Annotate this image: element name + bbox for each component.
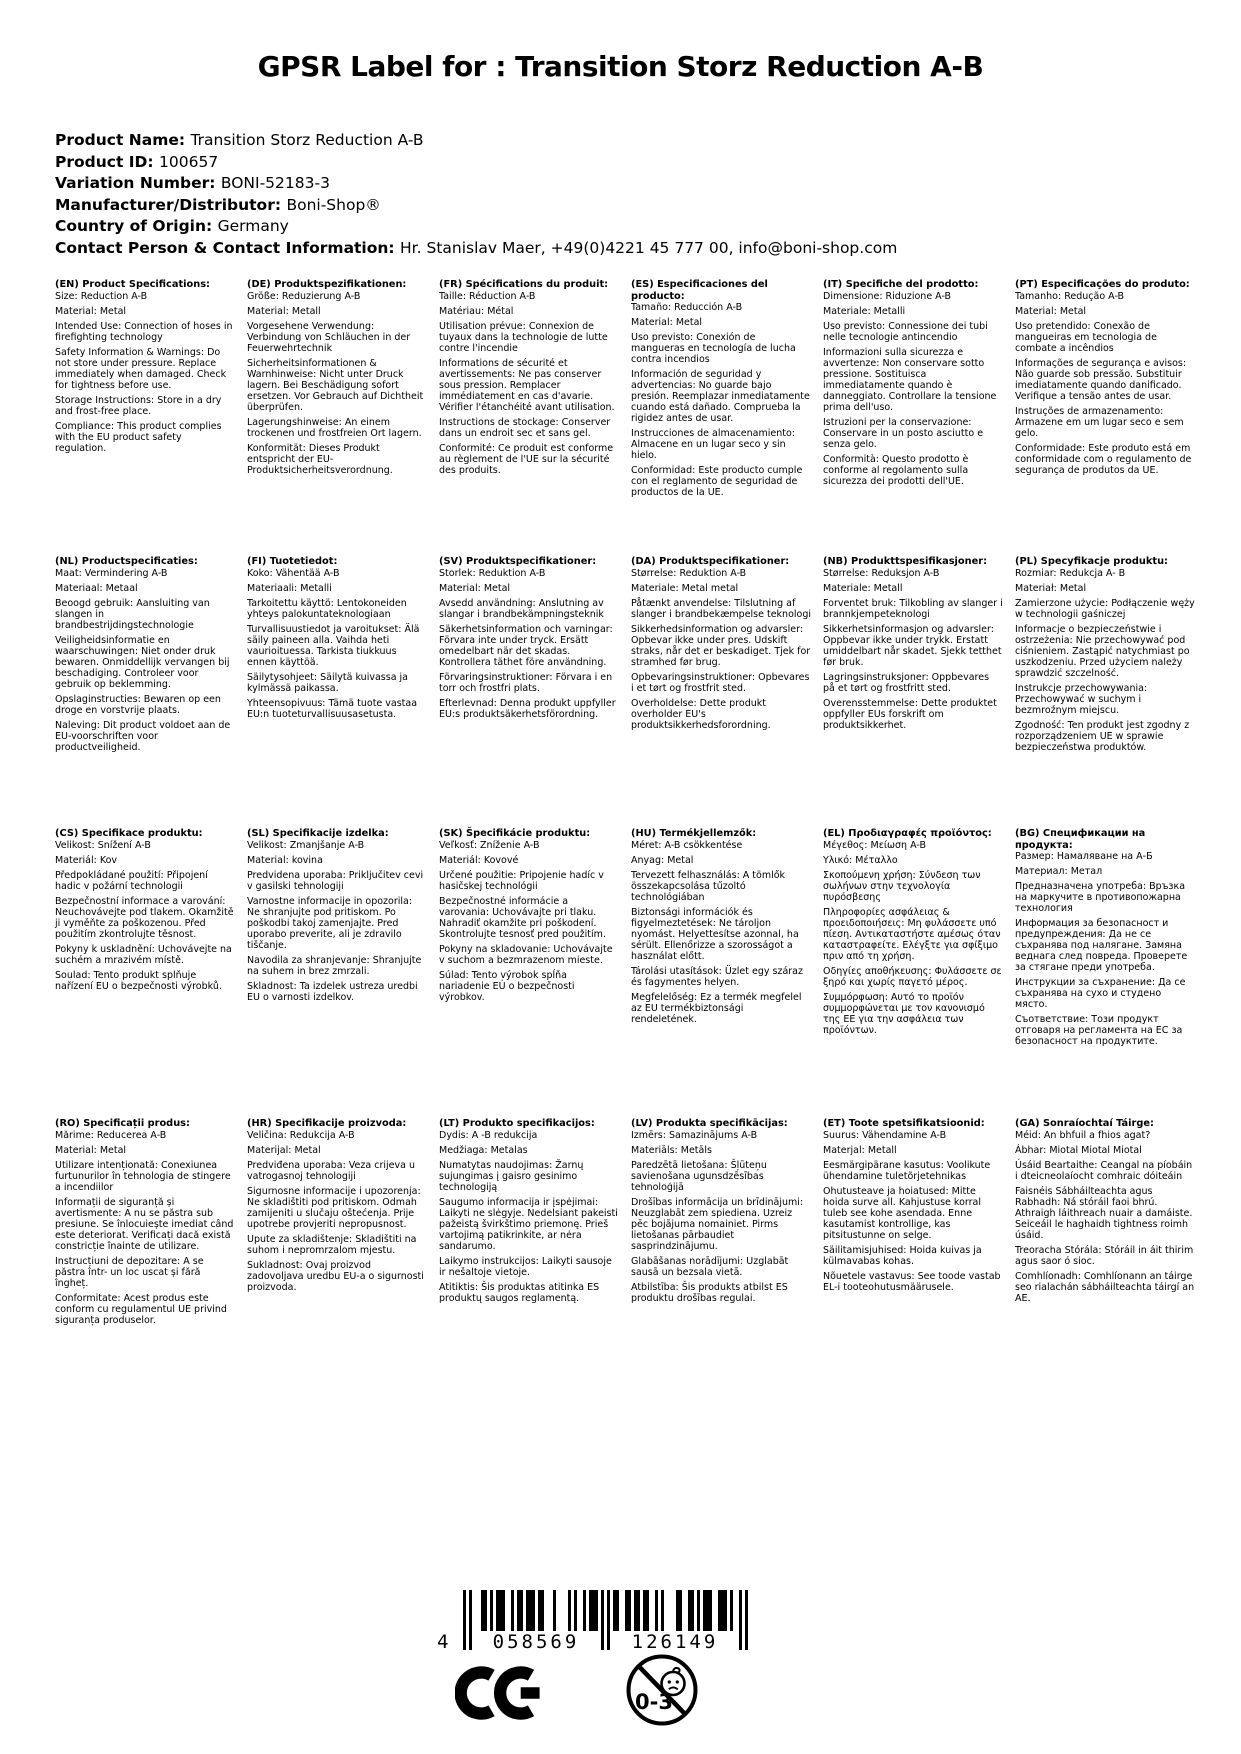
language-block-pt <box>1015 279 1195 556</box>
language-block-sv <box>439 556 619 828</box>
language-block-hr <box>247 1118 427 1378</box>
spec-paragraph: Informazioni sulla sicurezza e avvertenze: Non conservare sotto pressione. Sostituisca immediatamente quando è danneggiato. Controllare la tensione prima dell'uso. <box>823 346 997 413</box>
spec-paragraph: Veiligheidsinformatie en waarschuwingen: Niet onder druk bewaren. Onmiddellijk vervangen bij beschadiging. Controleer voor gebruik op beklemming. <box>55 634 230 690</box>
spec-paragraph: Conformità: Questo prodotto è conforme al regolamento sulla sicurezza dei prodotti dell'UE. <box>823 453 969 487</box>
language-block-ga <box>1015 1118 1195 1378</box>
spec-paragraph: Информация за безопасност и предупреждения: Да не се съхранява под налягане. Замяна веднага след повреда. Проверете за стягане преди употреба. <box>1015 918 1188 973</box>
spec-paragraph: Tarkoitettu käyttö: Lentokoneiden yhteys palokuntateknologiaan <box>247 597 407 620</box>
spec-paragraph: Lagringsinstruksjoner: Oppbevares på et tørt og frostfritt sted. <box>823 671 990 694</box>
language-block-title: (HR) Specifikacije proizvoda: <box>247 1118 407 1129</box>
spec-paragraph: Paredzētā lietošana: Šļūteņu savienošana ugunsdzēsības tehnoloģijā <box>631 1159 767 1193</box>
spec-paragraph: Uso pretendido: Conexão de mangueiras em tecnologia de combate a incêndios <box>1015 320 1157 354</box>
spec-paragraph: Sikkerhedsinformation og advarsler: Opbevar ikke under pres. Udskift straks, når det er beskadiget. Tjek for stramhed før brug. <box>631 623 811 668</box>
spec-paragraph: Größe: Reduzierung A-B <box>247 290 361 302</box>
spec-paragraph: Conformidad: Este producto cumple con el reglamento de seguridad de productos de la UE. <box>631 465 803 498</box>
spec-paragraph: Soulad: Tento produkt splňuje nařízení EU o bezpečnosti výrobků. <box>55 969 222 992</box>
spec-paragraph: Materiale: Metall <box>823 582 903 594</box>
language-block-bg <box>1015 828 1195 1118</box>
language-block-fi <box>247 556 427 828</box>
age-warning-0-3-icon <box>624 1652 700 1728</box>
spec-paragraph: Инструкции за съхранение: Да се съхранява на сухо и студено място. <box>1015 977 1186 1010</box>
barcode-digits-left: 058569 <box>473 1631 599 1653</box>
spec-paragraph: Velikost: Zmanjšanje A-B <box>247 839 365 851</box>
product-field <box>55 130 1155 152</box>
spec-paragraph: Tárolási utasítások: Üzlet egy száraz és fagymentes helyen. <box>631 965 803 988</box>
spec-paragraph: Información de seguridad y advertencias: No guarde bajo presión. Reemplazar inmediatamente cuando está dañado. Comprueba la rigidez antes de usar. <box>631 369 810 424</box>
spec-paragraph: Material: Metal <box>1015 305 1087 317</box>
language-block-title: (SV) Produktspecifikationer: <box>439 556 597 567</box>
spec-paragraph: Tamaño: Reducción A-B <box>631 302 743 313</box>
spec-paragraph: Instrucciones de almacenamiento: Almacene en un lugar seco y sin hielo. <box>631 428 795 461</box>
spec-paragraph: Předpokládané použití: Připojení hadic v požární technologii <box>55 869 208 892</box>
spec-paragraph: Dimensione: Riduzione A-B <box>823 290 952 302</box>
spec-paragraph: Materiale: Metal metal <box>631 582 739 594</box>
spec-paragraph: Tervezett felhasználás: A tömlők összekapcsolása tűzoltó technológiában <box>631 869 786 903</box>
language-block-title: (FR) Spécifications du produit: <box>439 279 609 290</box>
spec-paragraph: Utilizare intenționată: Conexiunea furtunurilor în tehnologia de stingere a incendiilor <box>55 1159 231 1193</box>
spec-paragraph: Overensstemmelse: Dette produktet oppfyller EUs forskrift om produktsikkerhet. <box>823 697 997 731</box>
product-field <box>55 152 1155 174</box>
language-block-title: (EL) Προδιαγραφές προϊόντος: <box>823 828 992 839</box>
language-block-title: (EN) Product Specifications: <box>55 279 210 290</box>
spec-paragraph: Veličina: Redukcija A-B <box>247 1129 355 1141</box>
spec-paragraph: Säilitamisjuhised: Hoida kuivas ja külmavabas kohas. <box>823 1244 982 1267</box>
product-field-label: Country of Origin: <box>55 217 218 235</box>
product-field <box>55 216 1155 238</box>
spec-paragraph: Anyag: Metal <box>631 854 694 866</box>
product-field-value: BONI-52183-3 <box>220 174 330 192</box>
spec-paragraph: Určené použitie: Pripojenie hadíc v hasičskej technológii <box>439 869 604 892</box>
spec-paragraph: Lagerungshinweise: An einem trockenen und frostfreien Ort lagern. <box>247 416 422 439</box>
barcode-digits-right: 126149 <box>612 1631 738 1653</box>
spec-paragraph: Izmērs: Samazinājums A-B <box>631 1129 758 1141</box>
spec-paragraph: Faisnéis Sábháilteachta agus Rabhadh: Ná stóráil faoi bhrú. Athraigh láithreach nuair a damáiste. Seiceáil le haghaidh tightness roimh úsáid. <box>1015 1185 1193 1241</box>
spec-paragraph: Zgodność: Ten produkt jest zgodny z rozporządzeniem UE w sprawie bezpieczeństwa produktów. <box>1015 719 1190 753</box>
language-block-title: (BG) Спецификации на продукта: <box>1015 828 1146 851</box>
barcode-digit-prefix: 4 <box>437 1631 449 1653</box>
spec-paragraph: Instruções de armazenamento: Armazene em um lugar seco e sem gelo. <box>1015 405 1184 439</box>
spec-paragraph: Yhteensopivuus: Tämä tuote vastaa EU:n tuoteturvallisuusasetusta. <box>247 697 418 720</box>
spec-paragraph: Storage Instructions: Store in a dry and frost-free place. <box>55 394 222 417</box>
spec-paragraph: Matériau: Métal <box>439 305 514 317</box>
spec-paragraph: Opslaginstructies: Bewaren op een droge en vorstvrije plaats. <box>55 693 221 716</box>
spec-paragraph: Размер: Намаляване на А-Б <box>1015 851 1153 862</box>
product-field <box>55 195 1155 217</box>
spec-paragraph: Safety Information & Warnings: Do not store under pressure. Replace immediately when damaged. Check for tightness before use. <box>55 346 227 391</box>
spec-paragraph: Forventet bruk: Tilkobling av slanger i brannkjempeteknologi <box>823 597 1003 620</box>
spec-paragraph: Avsedd användning: Anslutning av slangar i brandbekämpningsteknik <box>439 597 604 620</box>
language-blocks-grid <box>55 279 1195 1378</box>
spec-paragraph: Material: Metal <box>631 317 703 328</box>
spec-paragraph: Ohutusteave ja hoiatused: Mitte hoida surve all. Kahjustuse korral tuleb see kohe asendada. Enne kasutamist kontrollige, kas pitsitustunne on selge. <box>823 1185 982 1241</box>
spec-paragraph: Υλικό: Μέταλλο <box>823 854 898 866</box>
product-field-label: Product ID: <box>55 152 160 171</box>
spec-paragraph: Atitiktis: Šis produktas atitinka ES produktų saugos reglamentą. <box>439 1281 600 1304</box>
spec-paragraph: Συμμόρφωση: Αυτό το προϊόν συμμορφώνεται με τον κανονισμό της ΕΕ για την ασφάλεια των προϊόντων. <box>823 991 985 1036</box>
spec-paragraph: Οδηγίες αποθήκευσης: Φυλάσσετε σε ξηρό και χωρίς παγετό μέρος. <box>823 965 1002 988</box>
language-block-ro <box>55 1118 235 1378</box>
spec-paragraph: Comhlíonadh: Comhlíonann an táirge seo rialachán sábháilteachta táirgí an AE. <box>1015 1270 1195 1304</box>
product-field-value: Hr. Stanislav Maer, +49(0)4221 45 777 00, info@boni-shop.com <box>400 238 898 257</box>
spec-paragraph: Beoogd gebruik: Aansluiting van slangen in brandbestrijdingstechnologie <box>55 597 210 631</box>
spec-paragraph: Taille: Réduction A-B <box>439 290 536 302</box>
spec-paragraph: Storlek: Reduktion A-B <box>439 567 546 579</box>
spec-paragraph: Conformidade: Este produto está em conformidade com o regulamento de segurança de produtos da UE. <box>1015 442 1192 476</box>
spec-paragraph: Størrelse: Reduksjon A-B <box>823 567 940 579</box>
spec-paragraph: Konformität: Dieses Produkt entspricht der EU-Produktsicherheitsverordnung. <box>247 442 393 476</box>
spec-paragraph: Materiál: Kovové <box>439 854 519 866</box>
spec-paragraph: Material: Metall <box>247 305 321 317</box>
product-field-label: Manufacturer/Distributor: <box>55 195 287 214</box>
spec-paragraph: Medžiaga: Metalas <box>439 1144 528 1156</box>
page-title: GPSR Label for : Transition Storz Reduction A-B <box>257 50 984 83</box>
language-block-el <box>823 828 1003 1118</box>
spec-paragraph: Bezpečnostné informácie a varovania: Uchovávajte pri tlaku. Nahradiť okamžite pri poškodení. Skontrolujte tesnosť pred použitím. <box>439 895 606 940</box>
spec-paragraph: Säkerhetsinformation och varningar: Förvara inte under tryck. Ersätt omedelbart när det skadas. Kontrollera täthet före användning. <box>439 623 613 668</box>
language-block-title: (LV) Produkta specifikācijas: <box>631 1118 788 1129</box>
product-info <box>55 130 1155 259</box>
spec-paragraph: Navodila za shranjevanje: Shranjujte na suhem in brez zmrzali. <box>247 954 422 977</box>
spec-paragraph: Glabāšanas norādījumi: Uzglabāt sausā un bezsala vietā. <box>631 1255 789 1278</box>
spec-paragraph: Nõuetele vastavus: See toode vastab EL-i tooteohutusmäärusele. <box>823 1270 1001 1293</box>
spec-paragraph: Sikkerhetsinformasjon og advarsler: Oppbevar ikke under trykk. Erstatt umiddelbart når skadet. Sjekk tetthet før bruk. <box>823 623 1002 668</box>
spec-paragraph: Naleving: Dit product voldoet aan de EU-voorschriften voor productveiligheid. <box>55 719 231 753</box>
spec-paragraph: Bezpečnostní informace a varování: Neuchovávejte pod tlakem. Okamžitě ji vyměňte za poškozenou. Před použitím zkontrolujte těsnost. <box>55 895 234 940</box>
product-field-label: Variation Number: <box>55 174 221 192</box>
spec-paragraph: Upute za skladištenje: Skladištiti na suhom i nepromrzalom mjestu. <box>247 1233 417 1256</box>
spec-paragraph: Material: Metal <box>55 1144 127 1156</box>
spec-paragraph: Vorgesehene Verwendung: Verbindung von Schläuchen in der Feuerwehrtechnik <box>247 320 411 354</box>
spec-paragraph: Pokyny k uskladnění: Uchovávejte na suchém a mrazivém místě. <box>55 943 232 966</box>
spec-paragraph: Úsáid Beartaithe: Ceangal na píobáin i dteicneolaíocht comhraic dóiteáin <box>1015 1159 1193 1182</box>
spec-paragraph: Uso previsto: Conexión de mangueras en tecnología de lucha contra incendios <box>631 332 796 365</box>
spec-paragraph: Materjal: Metall <box>823 1144 897 1156</box>
spec-paragraph: Σκοπούμενη χρήση: Σύνδεση των σωλήνων στην τεχνολογία πυρόσβεσης <box>823 869 981 903</box>
spec-paragraph: Opbevaringsinstruktioner: Opbevares i et tørt og frostfrit sted. <box>631 671 810 694</box>
spec-paragraph: Materiaali: Metalli <box>247 582 332 594</box>
language-block-title: (PT) Especificações do produto: <box>1015 279 1190 290</box>
spec-paragraph: Tamanho: Redução A-B <box>1015 290 1125 302</box>
spec-paragraph: Informacje o bezpieczeństwie i ostrzeżenia: Nie przechowywać pod ciśnieniem. Zastąpić natychmiast po uszkodzeniu. Przed użyciem należy sprawdzić szczelność. <box>1015 623 1190 679</box>
spec-paragraph: Μέγεθος: Μείωση A-B <box>823 839 926 851</box>
spec-paragraph: Uso previsto: Connessione dei tubi nelle tecnologie antincendio <box>823 320 988 343</box>
spec-paragraph: Veľkosť: Zníženie A-B <box>439 839 540 851</box>
spec-paragraph: Saugumo informacija ir įspėjimai: Laikyti ne slėgyje. Nedelsiant pakeisti pažeistą švirkštimo priemonę. Prieš vartojimą patikrinkite, ar nėra sandarumo. <box>439 1196 618 1252</box>
spec-paragraph: Utilisation prévue: Connexion de tuyaux dans la technologie de lutte contre l'incendie <box>439 320 608 354</box>
spec-paragraph: Conformité: Ce produit est conforme au règlement de l'UE sur la sécurité des produits. <box>439 442 614 476</box>
ean-barcode <box>437 1590 748 1653</box>
spec-paragraph: Instrucțiuni de depozitare: A se păstra într- un loc uscat și fără îngheț. <box>55 1255 204 1289</box>
language-block-title: (NB) Produkttspesifikasjoner: <box>823 556 987 567</box>
language-block-it <box>823 279 1003 556</box>
language-block-en <box>55 279 235 556</box>
spec-paragraph: Maat: Vermindering A-B <box>55 567 168 579</box>
spec-paragraph: Instructions de stockage: Conserver dans un endroit sec et sans gel. <box>439 416 611 439</box>
spec-paragraph: Méid: An bhfuil a fhios agat? <box>1015 1129 1151 1141</box>
spec-paragraph: Megfelelőség: Ez a termék megfelel az EU termékbiztonsági rendeletének. <box>631 991 802 1025</box>
spec-paragraph: Zamierzone użycie: Podłączenie węży w technologii gaśniczej <box>1015 597 1195 620</box>
spec-paragraph: Informations de sécurité et avertissements: Ne pas conserver sous pression. Remplacer immédiatement en cas d'avarie. Vérifier l'étanchéité avant utilisation. <box>439 357 615 413</box>
language-block-et <box>823 1118 1003 1378</box>
spec-paragraph: Predviđena uporaba: Veza crijeva u vatrogasnoj tehnologiji <box>247 1159 415 1182</box>
spec-paragraph: Sigurnosne informacije i upozorenja: Ne skladištiti pod pritiskom. Odmah zamijeniti u slučaju oštećenja. Prije upotrebe provjeriti nepropusnost. <box>247 1185 421 1230</box>
spec-paragraph: Biztonsági információk és figyelmeztetések: Ne tároljon nyomást. Helyettesítse azonnal, ha sérült. Ellenőrizze a szorosságot a használat előtt. <box>631 906 799 962</box>
product-field-label: Product Name: <box>55 131 191 149</box>
spec-paragraph: Instrukcje przechowywania: Przechowywać w suchym i bezmroźnym miejscu. <box>1015 682 1148 716</box>
product-field-value: Boni-Shop® <box>286 195 381 214</box>
language-block-sk <box>439 828 619 1118</box>
product-field-value: Transition Storz Reduction A-B <box>190 131 424 149</box>
spec-paragraph: Compliance: This product complies with the EU product safety regulation. <box>55 420 222 454</box>
spec-paragraph: Sukladnost: Ovaj proizvod zadovoljava uredbu EU-a o sigurnosti proizvoda. <box>247 1259 424 1293</box>
ce-mark-icon <box>455 1661 547 1725</box>
language-block-title: (SK) Špecifikácie produktu: <box>439 828 591 839</box>
language-block-title: (DA) Produktspecifikationer: <box>631 556 790 567</box>
spec-paragraph: Rozmiar: Redukcja A- B <box>1015 567 1126 579</box>
language-block-nb <box>823 556 1003 828</box>
spec-paragraph: Πληροφορίες ασφάλειας & προειδοποιήσεις: Μη φυλάσσετε υπό πίεση. Αντικαταστήστε αμέσως όταν καταστραφείτε. Ελέγξτε για σφίξιμο πριν από τη χρήση. <box>823 906 1001 962</box>
spec-paragraph: Eesmärgipärane kasutus: Voolikute ühendamine tuletõrjetehnikas <box>823 1159 991 1182</box>
spec-paragraph: Materiál: Kov <box>55 854 118 866</box>
spec-paragraph: Intended Use: Connection of hoses in firefighting technology <box>55 320 233 343</box>
spec-paragraph: Informații de siguranță și avertismente: A nu se păstra sub presiune. Se înlocuiește imediat când este deteriorat. Verificați dacă există constricție înainte de utilizare. <box>55 1196 234 1252</box>
spec-paragraph: Säilytysohjeet: Säilytä kuivassa ja kylmässä paikassa. <box>247 671 408 694</box>
spec-paragraph: Materiaal: Metaal <box>55 582 138 594</box>
language-block-lt <box>439 1118 619 1378</box>
language-block-title: (LT) Produkto specifikacijos: <box>439 1118 595 1129</box>
spec-paragraph: Istruzioni per la conservazione: Conservare in un posto asciutto e senza gelo. <box>823 416 984 450</box>
spec-paragraph: Materiale: Metalli <box>823 305 906 317</box>
product-field <box>55 173 1155 195</box>
language-block-hu <box>631 828 811 1118</box>
language-block-title: (ES) Especificaciones del producto: <box>631 279 768 302</box>
language-block-sl <box>247 828 427 1118</box>
spec-paragraph: Pokyny na skladovanie: Uchovávajte v suchom a bezmrazenom mieste. <box>439 943 613 966</box>
age-warning-label: 0-3 <box>635 1690 673 1714</box>
spec-paragraph: Size: Reduction A-B <box>55 290 148 302</box>
language-block-title: (SL) Specifikacije izdelka: <box>247 828 389 839</box>
spec-paragraph: Sicherheitsinformationen & Warnhinweise: Nicht unter Druck lagern. Bei Beschädigung sofort ersetzen. Vor Gebrauch auf Dichtheit überprüfen. <box>247 357 424 413</box>
product-field <box>55 238 1155 260</box>
spec-paragraph: Påtænkt anvendelse: Tilslutning af slanger i brandbekæmpelse teknologi <box>631 597 812 620</box>
spec-paragraph: Ábhar: Miotal Miotal Miotal <box>1015 1144 1142 1156</box>
spec-paragraph: Varnostne informacije in opozorila: Ne shranjujte pod pritiskom. Po poškodbi takoj zamenjajte. Pred uporabo preverite, ali je zdravilo tiščanje. <box>247 895 413 951</box>
spec-paragraph: Numatytas naudojimas: Žarnų sujungimas į gaisro gesinimo technologiją <box>439 1159 584 1193</box>
spec-paragraph: Materijal: Metal <box>247 1144 321 1156</box>
spec-paragraph: Предназначена употреба: Връзка на маркучите в противопожарна технология <box>1015 881 1186 914</box>
spec-paragraph: Drošības informācija un brīdinājumi: Neuzglabāt zem spiediena. Uzreiz pēc bojājuma nomainiet. Pirms lietošanas pārbaudiet sasprindzinājumu. <box>631 1196 804 1252</box>
spec-paragraph: Материал: Метал <box>1015 866 1103 877</box>
language-block-cs <box>55 828 235 1118</box>
language-block-title: (DE) Produktspezifikationen: <box>247 279 407 290</box>
spec-paragraph: Съответствие: Този продукт отговаря на регламента на ЕС за безопасност на продуктите. <box>1015 1014 1183 1047</box>
spec-paragraph: Dydis: A -B redukcija <box>439 1129 538 1141</box>
spec-paragraph: Material: Metal <box>55 305 127 317</box>
language-block-lv <box>631 1118 811 1378</box>
spec-paragraph: Skladnost: Ta izdelek ustreza uredbi EU o varnosti izdelkov. <box>247 980 418 1003</box>
spec-paragraph: Material: kovina <box>247 854 323 866</box>
language-block-da <box>631 556 811 828</box>
spec-paragraph: Material: Metal <box>439 582 511 594</box>
language-block-title: (PL) Specyfikacje produktu: <box>1015 556 1168 567</box>
spec-paragraph: Informações de segurança e avisos: Não guarde sob pressão. Substituir imediatamente quando danificado. Verifique a tensão antes de usar. <box>1015 357 1187 402</box>
spec-paragraph: Atbilstība: Šis produkts atbilst ES produktu drošības regulai. <box>631 1281 788 1304</box>
spec-paragraph: Mărime: Reducerea A-B <box>55 1129 167 1141</box>
spec-paragraph: Materiał: Metal <box>1015 582 1087 594</box>
language-block-de <box>247 279 427 556</box>
spec-paragraph: Méret: A-B csökkentése <box>631 839 743 851</box>
spec-paragraph: Turvallisuustiedot ja varoitukset: Älä säily paineen alla. Vaihda heti vaurioituessa. Tarkista tiukkuus ennen käyttöä. <box>247 623 420 668</box>
language-block-title: (IT) Specifiche del prodotto: <box>823 279 979 290</box>
language-block-title: (GA) Sonraíochtaí Táirge: <box>1015 1118 1154 1129</box>
language-block-fr <box>439 279 619 556</box>
language-block-nl <box>55 556 235 828</box>
spec-paragraph: Conformitate: Acest produs este conform cu regulamentul UE privind siguranța produselor. <box>55 1292 227 1326</box>
language-block-title: (RO) Specificații produs: <box>55 1118 190 1129</box>
product-field-value: Germany <box>217 217 289 235</box>
language-block-title: (NL) Productspecificaties: <box>55 556 198 567</box>
spec-paragraph: Súlad: Tento výrobok spĺňa nariadenie EÚ o bezpečnosti výrobkov. <box>439 969 575 1003</box>
language-block-pl <box>1015 556 1195 828</box>
spec-paragraph: Størrelse: Reduktion A-B <box>631 567 747 579</box>
spec-paragraph: Koko: Vähentää A-B <box>247 567 340 579</box>
spec-paragraph: Förvaringsinstruktioner: Förvara i en torr och frostfri plats. <box>439 671 613 694</box>
spec-paragraph: Laikymo instrukcijos: Laikyti sausoje ir nešaltoje vietoje. <box>439 1255 612 1278</box>
spec-paragraph: Efterlevnad: Denna produkt uppfyller EU:s produktsäkerhetsförordning. <box>439 697 616 720</box>
language-block-title: (HU) Termékjellemzők: <box>631 828 757 839</box>
spec-paragraph: Materiāls: Metāls <box>631 1144 712 1156</box>
language-block-es <box>631 279 811 556</box>
spec-paragraph: Suurus: Vähendamine A-B <box>823 1129 947 1141</box>
language-block-title: (FI) Tuotetiedot: <box>247 556 338 567</box>
product-field-value: 100657 <box>159 152 219 171</box>
spec-paragraph: Predvidena uporaba: Priključitev cevi v gasilski tehnologiji <box>247 869 424 892</box>
product-field-label: Contact Person & Contact Information: <box>55 238 401 257</box>
spec-paragraph: Treoracha Stórála: Stóráil in áit thirim agus saor ó sioc. <box>1015 1244 1194 1267</box>
language-block-title: (ET) Toote spetsifikatsioonid: <box>823 1118 985 1129</box>
spec-paragraph: Velikost: Snížení A-B <box>55 839 151 851</box>
spec-paragraph: Overholdelse: Dette produkt overholder EU's produktsikkerhedsforordning. <box>631 697 771 731</box>
language-block-title: (CS) Specifikace produktu: <box>55 828 203 839</box>
